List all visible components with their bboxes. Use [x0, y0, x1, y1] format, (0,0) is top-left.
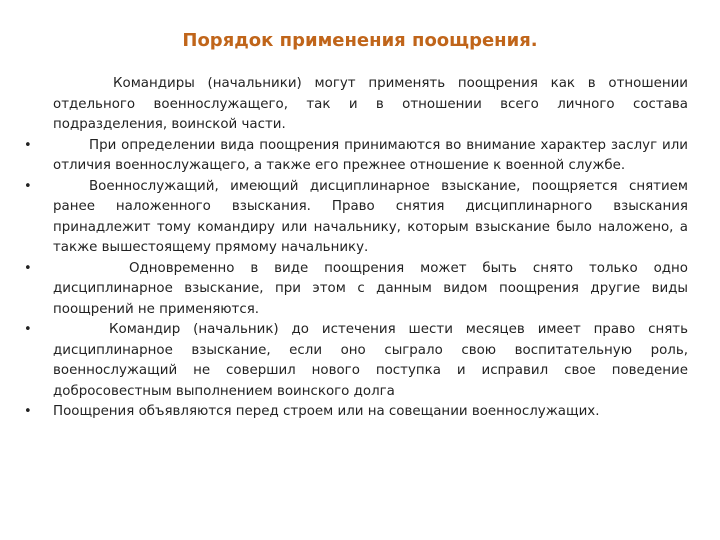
- bullet-item-2: [24, 177, 688, 259]
- paragraph-text: Командир (начальник) до истечения шести месяцев имеет право снять дисциплинарное взыскание, если оно сыграло свою воспитательную роль, военнослужащий не совершил нового поступка и исправил свое поведение добросовестным выполнением воинского долга: [53, 322, 688, 399]
- paragraph-text: При определении вида поощрения принимаются во внимание характер заслуг или отличия военнослужащего, а также его прежнее отношение к военной службе.: [53, 137, 688, 173]
- bullet-item-1: [24, 136, 688, 177]
- paragraph-1: [24, 74, 688, 136]
- slide-title: Порядок применения поощрения.: [182, 30, 538, 51]
- bullet-icon: •: [24, 178, 32, 194]
- bullet-item-3: [24, 259, 688, 321]
- bullet-item-4: [24, 320, 688, 402]
- paragraph-text: Одновременно в виде поощрения может быть снято только одно дисциплинарное взыскание, при этом с данным видом поощрения другие виды поощрений не применяются.: [53, 260, 688, 317]
- bullet-icon: •: [24, 260, 32, 276]
- paragraph-text: Командиры (начальники) могут применять поощрения как в отношении отдельного военнослужащего, так и в отношении всего личного состава подразделения, воинской части.: [53, 76, 688, 132]
- paragraph-text: Военнослужащий, имеющий дисциплинарное взыскание, поощряется снятием ранее наложенного взыскания. Право снятия дисциплинарного взыскания принадлежит тому командиру или начальнику, которым взыскание было наложено, а также вышестоящему прямому начальнику.: [53, 178, 688, 255]
- bullet-item-5: [24, 402, 688, 423]
- slide-body: [24, 74, 688, 423]
- bullet-icon: •: [24, 322, 32, 337]
- paragraph-text: Поощрения объявляются перед строем или на совещании военнослужащих.: [53, 404, 600, 419]
- bullet-icon: •: [24, 137, 32, 153]
- bullet-icon: •: [24, 404, 32, 419]
